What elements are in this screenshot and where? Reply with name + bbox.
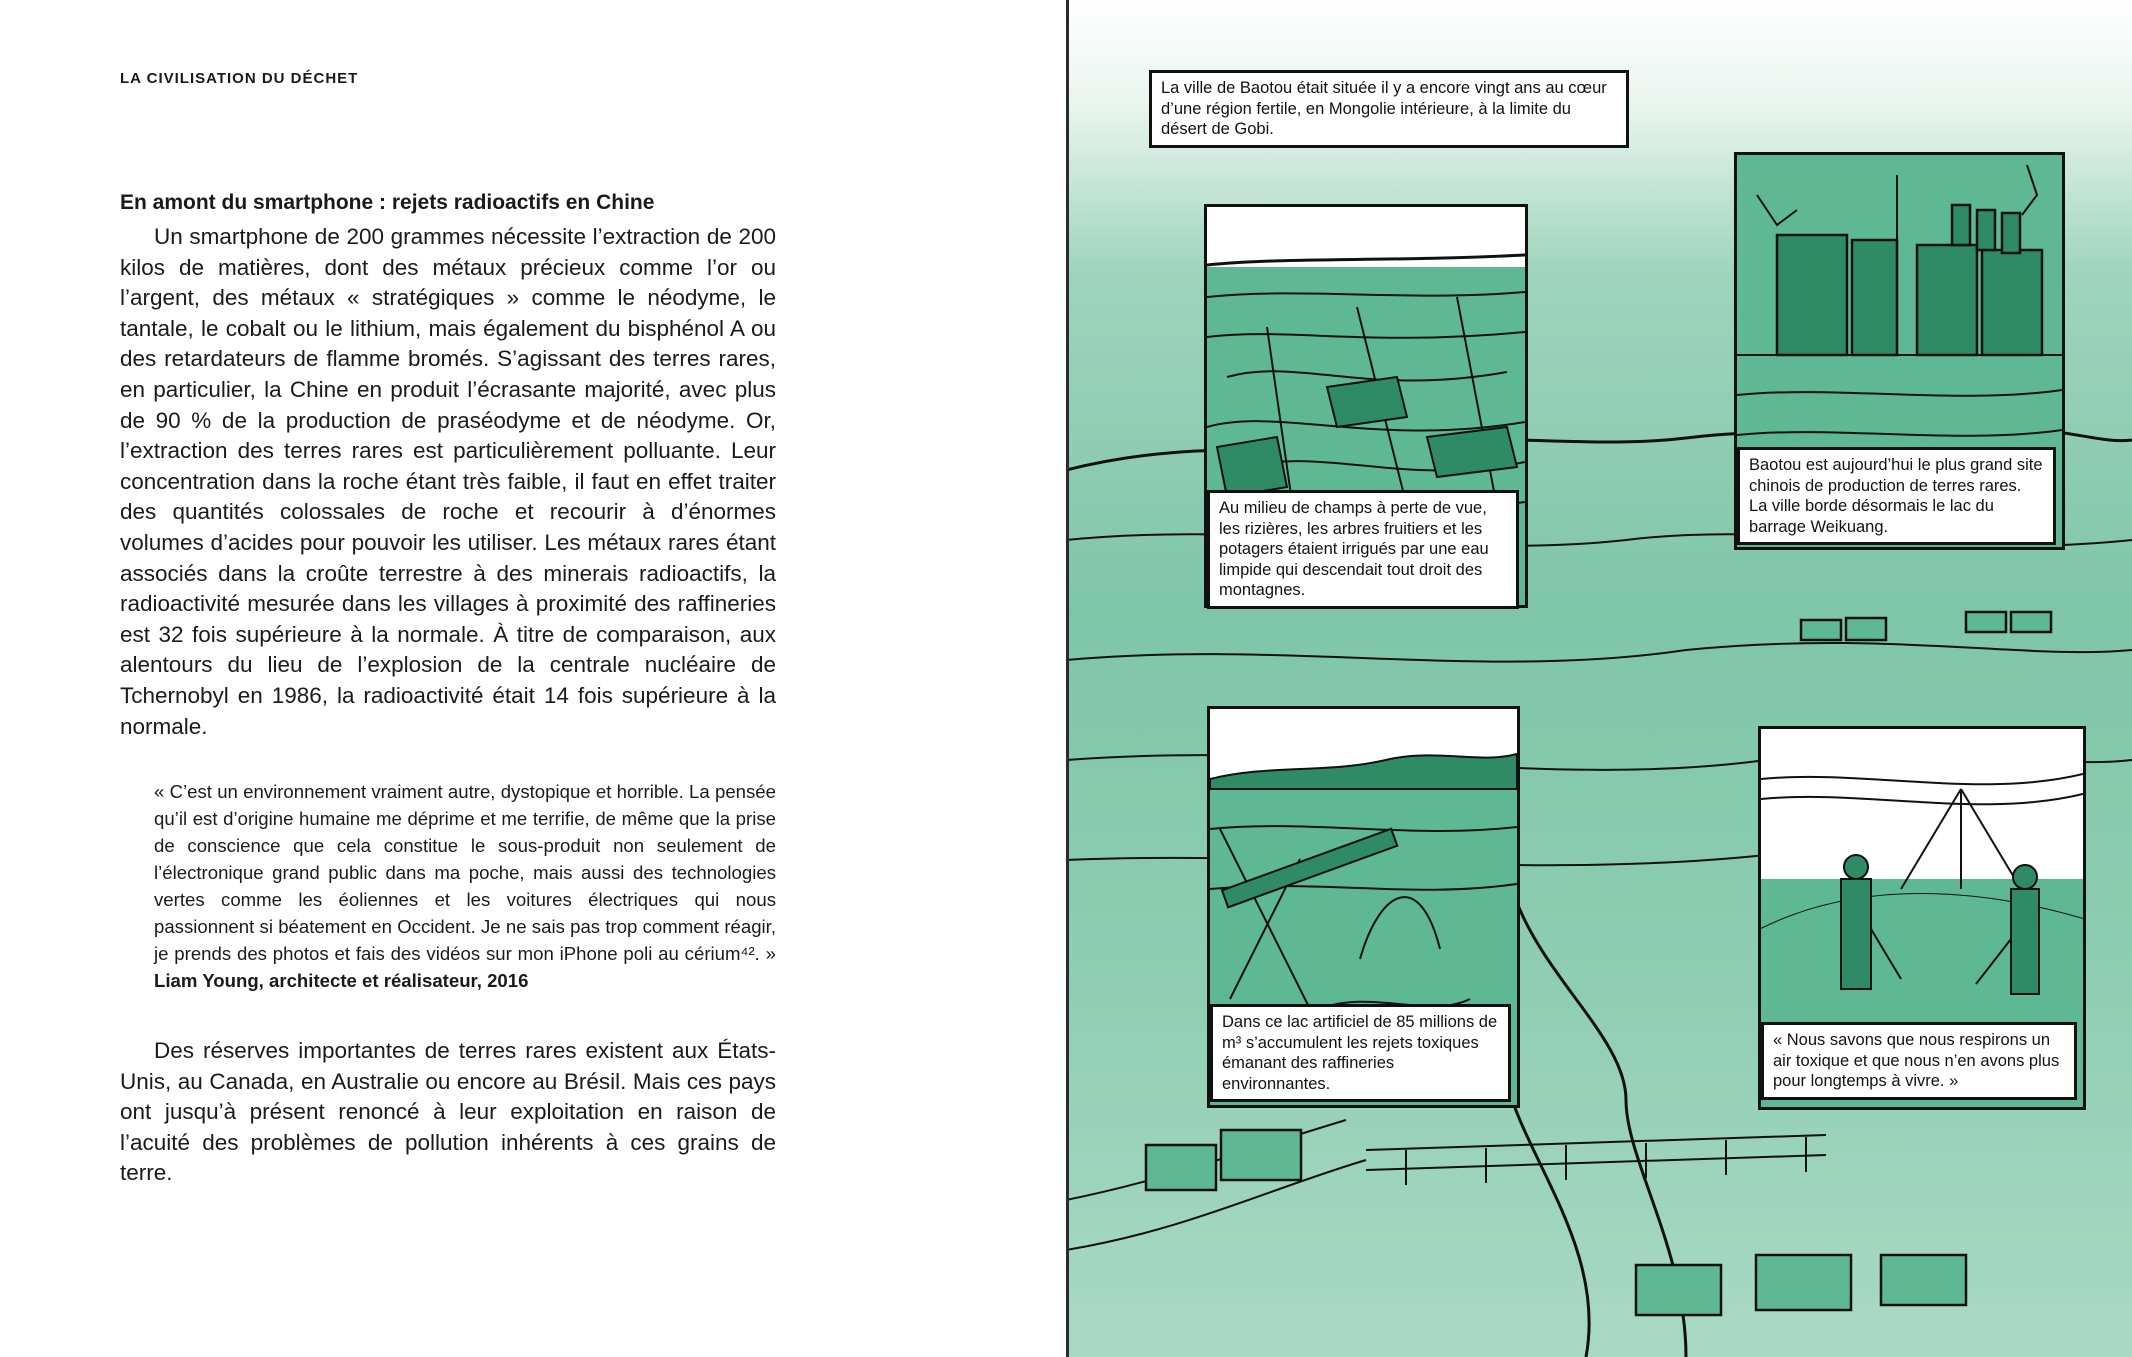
comic-page	[1066, 0, 2132, 1357]
caption-workers: « Nous savons que nous respirons un air toxique et que nous n’en avons plus pour longtemps à vivre. »	[1761, 1022, 2077, 1100]
caption-factory: Baotou est aujourd’hui le plus grand site chinois de production de terres rares. La ville borde désormais le lac du barrage Weikuang.	[1737, 447, 2056, 545]
article	[120, 188, 776, 1189]
page-gutter	[1066, 0, 1069, 1357]
paragraph-1: Un smartphone de 200 grammes nécessite l’extraction de 200 kilos de matières, dont des métaux précieux comme l’or ou l’argent, des métaux « stratégiques » comme le néodyme, le tantale, le cobalt ou le lithium, mais également du bisphénol A ou des retardateurs de flamme bromés. S’agissant des terres rares, en particulier, la Chine en produit l’écrasante majorité, avec plus de 90 % de la production de praséodyme et de néodyme. Or, l’extraction des terres rares est particulièrement polluante. Leur concentration dans la roche étant très faible, il faut en effet traiter des quantités colossales de roche et recourir à d’énormes volumes d’acides pour pouvoir les utiliser. Les métaux rares étant associés dans la croûte terrestre à des minerais radioactifs, la radioactivité mesurée dans les villages à proximité des raffineries est 32 fois supérieure à la normale. À titre de comparaison, aux alentours du lieu de l’explosion de la centrale nucléaire de Tchernobyl en 1986, la radioactivité était 14 fois supérieure à la normale.	[120, 224, 776, 739]
quote-text: « C’est un environnement vraiment autre, dystopique et horrible. La pensée qu’il est d’origine humaine me déprime et me terrifie, de même que la prise de conscience que cela constitue le sous-produit non seulement de l’électronique grand public dans ma poche, mais aussi des technologies vertes comme les éoliennes et les voitures électriques qui nous passionnent si béatement en Occident. Je ne sais pas trop comment réagir, je prends des photos et fais des vidéos sur mon iPhone poli au cérium⁴². »	[154, 781, 776, 965]
quote-attribution: Liam Young, architecte et réalisateur, 2016	[154, 970, 529, 992]
caption-lake: Dans ce lac artificiel de 85 millions de m³ s’accumulent les rejets toxiques émanant des raffineries environnantes.	[1210, 1004, 1511, 1102]
running-head: LA CIVILISATION DU DÉCHET	[120, 70, 359, 87]
paragraph-2: Des réserves importantes de terres rares existent aux États-Unis, au Canada, en Australie ou encore au Brésil. Mais ces pays ont jusqu’à présent renoncé à leur exploitation en raison de l’acuité des problèmes de pollution inhérents à ces grains de terre.	[120, 1038, 776, 1186]
section-heading: En amont du smartphone : rejets radioactifs en Chine	[120, 191, 655, 214]
block-quote	[154, 778, 776, 994]
caption-fields: Au milieu de champs à perte de vue, les rizières, les arbres fruitiers et les potagers étaient irrigués par une eau limpide qui descendait tout droit des montagnes.	[1207, 490, 1519, 609]
caption-intro: La ville de Baotou était située il y a encore vingt ans au cœur d’une région fertile, en Mongolie intérieure, à la limite du désert de Gobi.	[1149, 70, 1629, 148]
